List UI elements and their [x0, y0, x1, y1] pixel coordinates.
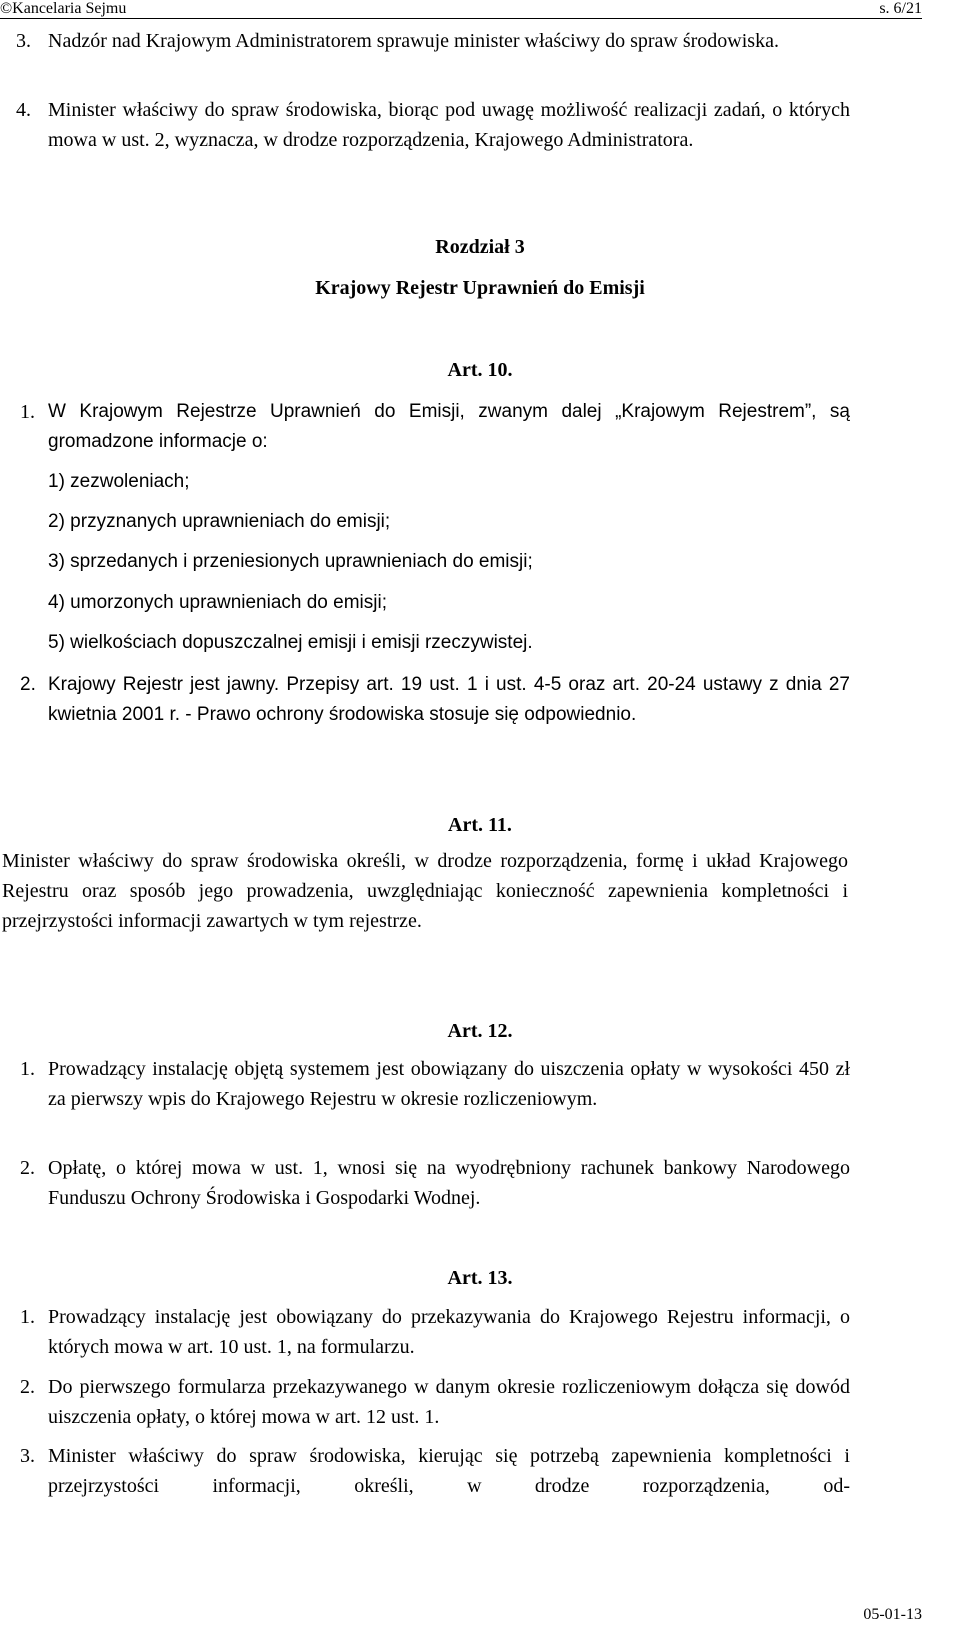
chapter-title: Krajowy Rejestr Uprawnień do Emisji [315, 277, 645, 299]
paragraph-text: Prowadzący instalację objętą systemem jest obowiązany do uiszczenia opłaty w wysokości 450 zł za pierwszy wpis do Krajowego Rejestru w okresie rozliczeniowym. [48, 1058, 850, 1110]
list-item: 5) wielkościach dopuszczalnej emisji i emisji rzeczywistej. [48, 632, 533, 653]
paragraph-art12-1 [0, 1054, 850, 1114]
article-title-12: Art. 12. [447, 1020, 513, 1042]
chapter-number: Rozdział 3 [435, 236, 525, 258]
paragraph-number: 2. [20, 1157, 35, 1179]
article-title-11: Art. 11. [448, 814, 512, 836]
paragraph-text: Nadzór nad Krajowym Administratorem sprawuje minister właściwy do spraw środowiska. [48, 30, 779, 52]
paragraph-text: Krajowy Rejestr jest jawny. Przepisy art. 19 ust. 1 i ust. 4-5 oraz art. 20-24 ustawy z dnia 27 kwietnia 2001 r. - Prawo ochrony środowiska stosuje się odpowiednio. [48, 674, 850, 725]
paragraph-text: Prowadzący instalację jest obowiązany do przekazywania do Krajowego Rejestru informacji, o których mowa w art. 10 ust. 1, na formularzu. [48, 1306, 850, 1358]
paragraph-art10-2 [0, 670, 850, 730]
list-item: 1) zezwoleniach; [48, 471, 190, 492]
list-item: 2) przyznanych uprawnieniach do emisji; [48, 511, 391, 532]
article-title-10: Art. 10. [447, 359, 513, 381]
paragraph-text: Minister właściwy do spraw środowiska, biorąc pod uwagę możliwość realizacji zadań, o których mowa w ust. 2, wyznacza, w drodze rozporządzenia, Krajowego Administratora. [48, 99, 850, 151]
paragraph-number: 1. [20, 1306, 35, 1328]
list-item: 3) sprzedanych i przeniesionych uprawnieniach do emisji; [48, 551, 533, 572]
paragraph-text: W Krajowym Rejestrze Uprawnień do Emisji, zwanym dalej „Krajowym Rejestrem”, są gromadzone informacje o: [48, 401, 850, 452]
paragraph-art10-1 [0, 397, 850, 457]
paragraph-number: 1. [20, 1058, 35, 1080]
paragraph-art12-2 [0, 1153, 850, 1213]
header-source: ©Kancelaria Sejmu [0, 0, 127, 17]
paragraph-art9-4 [0, 95, 850, 155]
paragraph-number: 4. [16, 99, 31, 121]
paragraph-number: 2. [20, 674, 36, 695]
paragraph-number: 3. [20, 1445, 35, 1467]
paragraph-text: Do pierwszego formularza przekazywanego w danym okresie rozliczeniowym dołącza się dowód uiszczenia opłaty, o której mowa w art. 12 ust. 1. [48, 1376, 850, 1428]
article-title-13: Art. 13. [447, 1267, 513, 1289]
paragraph-art13-1 [0, 1302, 850, 1362]
paragraph-art9-3 [0, 26, 850, 56]
paragraph-art13-3 [0, 1441, 850, 1501]
header-divider [0, 18, 922, 19]
paragraph-text: Opłatę, o której mowa w ust. 1, wnosi się na wyodrębniony rachunek bankowy Narodowego Funduszu Ochrony Środowiska i Gospodarki Wodnej. [48, 1157, 850, 1209]
footer-date: 05-01-13 [863, 1606, 922, 1623]
paragraph-art11: Minister właściwy do spraw środowiska określi, w drodze rozporządzenia, formę i układ Krajowego Rejestru oraz sposób jego prowadzenia, uwzględniając konieczność zapewnienia kompletności i przejrzystości informacji zawartych w tym rejestrze. [2, 850, 848, 932]
paragraph-number: 2. [20, 1376, 35, 1398]
paragraph-number: 1. [20, 401, 35, 423]
paragraph-art13-2 [0, 1372, 850, 1432]
list-item: 4) umorzonych uprawnieniach do emisji; [48, 592, 387, 613]
paragraph-number: 3. [16, 30, 31, 52]
paragraph-text: Minister właściwy do spraw środowiska, kierując się potrzebą zapewnienia kompletności i przejrzystości informacji, określi, w drodze rozporządzenia, od- [48, 1445, 850, 1497]
page-number: s. 6/21 [879, 0, 922, 17]
